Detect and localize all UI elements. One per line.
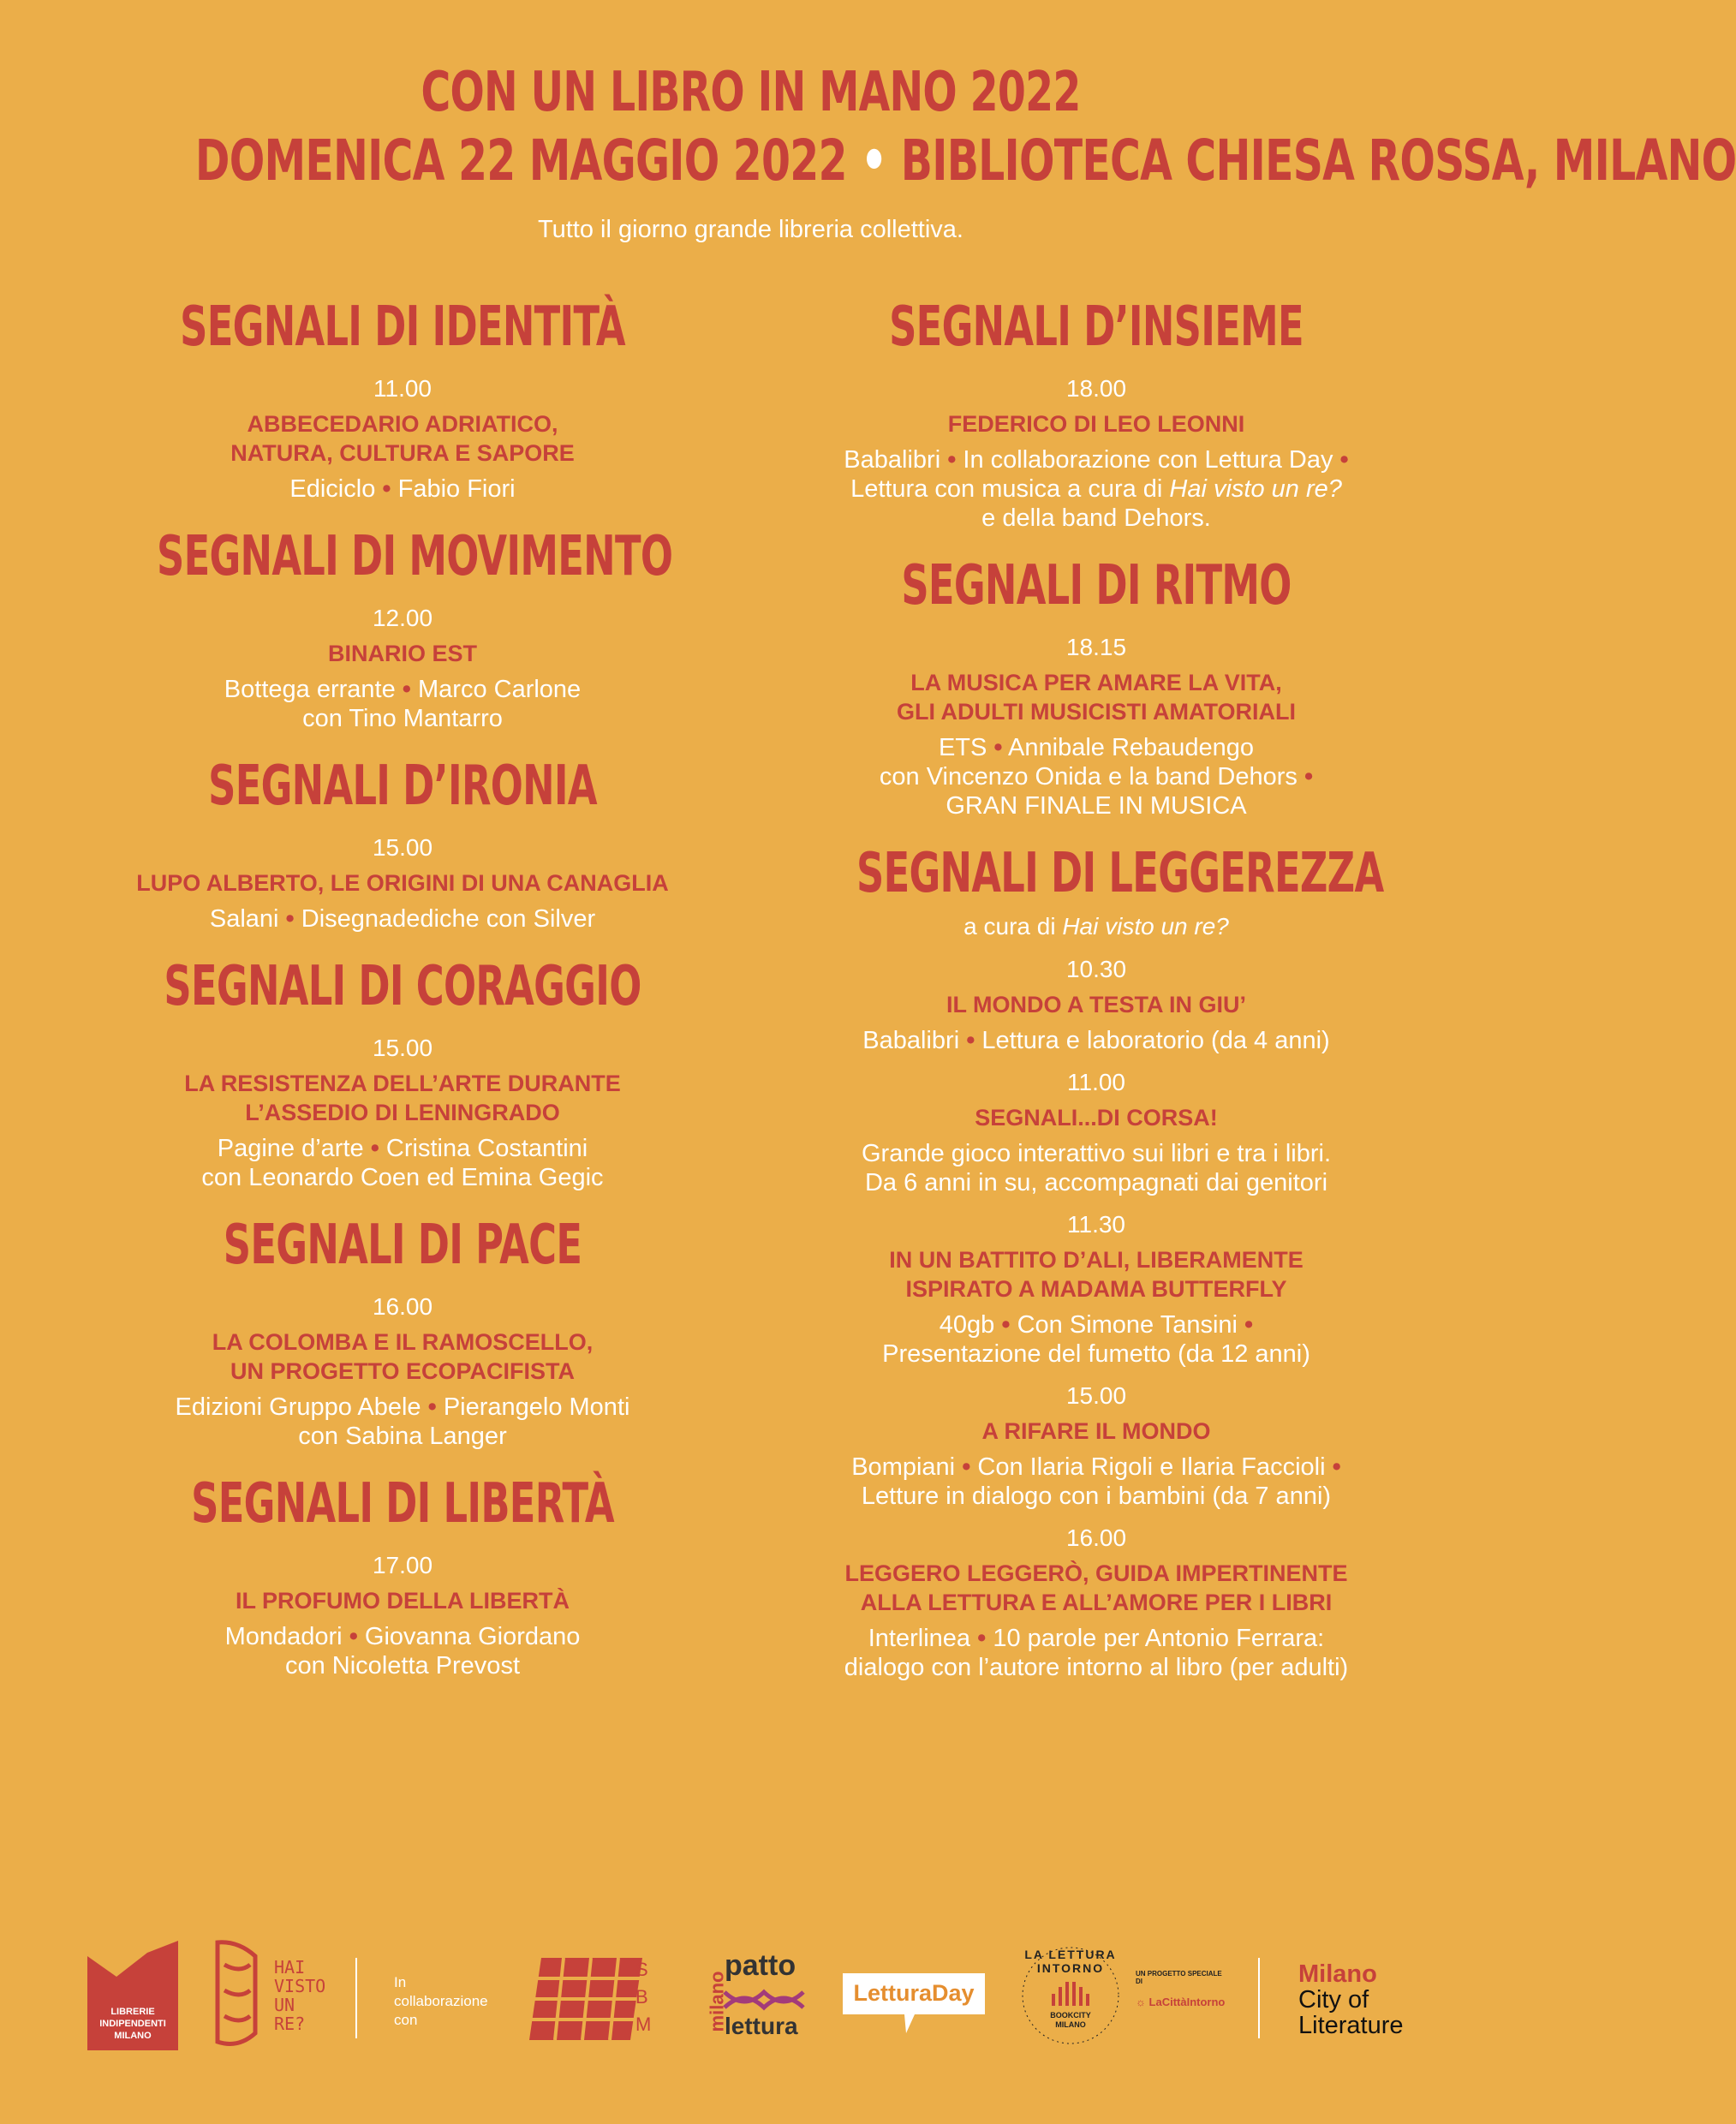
section-title: SEGNALI D’IRONIA xyxy=(208,755,597,818)
author: Cristina Costantini xyxy=(385,1135,588,1162)
section-pace xyxy=(51,1211,754,1451)
bullet-dot: • xyxy=(427,1393,437,1421)
event-desc xyxy=(754,1139,1439,1197)
event-item xyxy=(754,954,1439,1055)
event-desc xyxy=(754,445,1439,533)
desc-text: Letture in dialogo con i bambini (da 7 anni) xyxy=(861,1483,1332,1510)
event-name-line: LA MUSICA PER AMARE LA VITA, xyxy=(910,670,1282,695)
event-date: DOMENICA 22 MAGGIO 2022 xyxy=(194,128,847,194)
bullet-dot: • xyxy=(1339,446,1349,474)
event-name-line: GLI ADULTI MUSICISTI AMATORIALI xyxy=(897,699,1296,725)
event-time: 10.30 xyxy=(1065,956,1127,982)
section-title: SEGNALI DI PACE xyxy=(223,1214,582,1277)
bullet-dot: • xyxy=(1244,1311,1254,1339)
event-time: 18.00 xyxy=(1065,375,1127,402)
event-title: CON UN LIBRO IN MANO 2022 xyxy=(421,61,1081,124)
section-title: SEGNALI DI IDENTITÀ xyxy=(180,295,625,359)
publisher: Bottega errante xyxy=(224,676,396,703)
event-time: 11.00 xyxy=(373,375,432,402)
publisher: Babalibri xyxy=(862,1027,960,1054)
desc-text: Grande gioco interattivo sui libri e tra i libri. xyxy=(861,1140,1331,1167)
desc-text: Presentazione del fumetto (da 12 anni) xyxy=(882,1340,1310,1368)
section-insieme xyxy=(754,293,1439,533)
section-leggerezza xyxy=(754,839,1439,1682)
event-item xyxy=(754,1067,1439,1197)
event-time: 15.00 xyxy=(372,834,433,861)
author: Giovanna Giordano xyxy=(364,1623,581,1650)
milano-city-of-literature-logo: Milano City of Literature xyxy=(1298,1960,1404,2039)
la-citta-intorno-logo: UN PROGETTO SPECIALE DI ☼ LaCittàIntorno xyxy=(1136,1970,1226,2008)
publisher: Bompiani xyxy=(851,1453,956,1481)
event-time: 17.00 xyxy=(372,1552,433,1578)
author: Annibale Rebaudengo xyxy=(1008,734,1255,761)
event-name-line: LA COLOMBA E IL RAMOSCELLO, xyxy=(212,1329,594,1355)
guest: con Tino Mantarro xyxy=(302,705,503,732)
event-item xyxy=(754,1381,1439,1511)
guest: con Nicoletta Prevost xyxy=(284,1652,520,1680)
event-name-line: ABBECEDARIO ADRIATICO, xyxy=(247,411,558,437)
section-title: SEGNALI D’INSIEME xyxy=(889,295,1303,359)
section-ironia xyxy=(51,752,754,934)
publisher: Interlinea xyxy=(868,1625,971,1652)
la-lettura-intorno-logo: LA LETTURA INTORNO BOOKCITY MILANO xyxy=(1019,1944,1122,2047)
bullet-dot: • xyxy=(285,905,295,933)
event-name-line: NATURA, CULTURA E SAPORE xyxy=(230,440,575,466)
sbm-logo: S B M xyxy=(529,1958,666,2040)
event-name: FEDERICO DI LEO LEONNI xyxy=(947,411,1245,437)
event-desc xyxy=(754,1310,1439,1369)
event-name: LUPO ALBERTO, LE ORIGINI DI UNA CANAGLIA xyxy=(136,870,669,896)
event-item xyxy=(754,1209,1439,1369)
desc-text: Lettura con musica a cura di xyxy=(850,475,1170,503)
bullet-dot: • xyxy=(370,1135,379,1162)
event-time: 18.15 xyxy=(1065,634,1127,660)
event-name: LEGGERO LEGGERÒ, GUIDA IMPERTINENTE ALLA LETTURA E ALL’AMORE PER I LIBRI xyxy=(844,1560,1348,1615)
divider xyxy=(355,1958,357,2038)
author: Pierangelo Monti xyxy=(443,1393,630,1421)
guest: con Vincenzo Onida e la band Dehors xyxy=(879,763,1298,791)
bullet-dot: • xyxy=(966,1027,975,1054)
right-column xyxy=(754,293,1439,1701)
section-title: SEGNALI DI CORAGGIO xyxy=(164,955,641,1018)
event-name-line: LA RESISTENZA DELL’ARTE DURANTE xyxy=(184,1071,621,1096)
event-item xyxy=(754,1523,1439,1682)
intro-text: Tutto il giorno grande libreria collettiva. xyxy=(537,216,963,243)
event-desc xyxy=(754,1026,1439,1055)
event-desc xyxy=(754,1624,1439,1682)
section-movimento xyxy=(51,522,754,733)
event-time: 15.00 xyxy=(1065,1382,1127,1409)
author: Marco Carlone xyxy=(418,676,582,703)
bullet-dot: • xyxy=(1001,1311,1011,1339)
event-desc xyxy=(51,904,754,934)
publisher: Babalibri xyxy=(844,446,941,474)
publisher: ETS xyxy=(938,734,987,761)
event-name xyxy=(51,409,754,468)
left-column xyxy=(51,293,754,1699)
bullet-dot: • xyxy=(993,734,1003,761)
librerie-indipendenti-logo: LIBRERIE INDIPENDENTI MILANO xyxy=(87,1941,178,2050)
event-name: IN UN BATTITO D’ALI, LIBERAMENTE ISPIRATO A MADAMA BUTTERFLY xyxy=(889,1247,1303,1302)
author: Fabio Fiori xyxy=(397,475,516,503)
publisher: Mondadori xyxy=(224,1623,343,1650)
author: Con Ilaria Rigoli e Ilaria Faccioli xyxy=(977,1453,1326,1481)
bullet-dot: • xyxy=(1303,763,1314,791)
event-desc xyxy=(51,1622,754,1680)
desc-text: Lettura e laboratorio (da 4 anni) xyxy=(981,1027,1330,1054)
event-name xyxy=(51,1328,754,1386)
event-name: A RIFARE IL MONDO xyxy=(981,1418,1211,1444)
event-time: 11.30 xyxy=(1067,1211,1125,1238)
event-desc xyxy=(51,474,754,504)
section-identita xyxy=(51,293,754,504)
author: Con Simone Tansini xyxy=(1017,1311,1238,1339)
desc-text: e della band Dehors. xyxy=(981,504,1211,532)
bullet-dot: • xyxy=(1332,1453,1341,1481)
section-note: a cura di Hai visto un re? xyxy=(963,913,1229,940)
bullet-dot: • xyxy=(977,1625,987,1652)
event-venue: BIBLIOTECA CHIESA ROSSA, MILANO xyxy=(900,128,1736,194)
publisher: Pagine d’arte xyxy=(217,1135,364,1162)
event-name-line: L’ASSEDIO DI LENINGRADO xyxy=(245,1100,560,1125)
sun-icon: ☼ xyxy=(1136,1996,1146,2008)
bullet-dot: • xyxy=(382,475,391,503)
desc-text: dialogo con l’autore intorno al libro (per adulti) xyxy=(844,1654,1349,1681)
event-time: 12.00 xyxy=(372,605,433,631)
section-title: SEGNALI DI LIBERTÀ xyxy=(191,1472,614,1536)
collab-label: In collaborazione con xyxy=(394,1974,488,2028)
bullet-dot: • xyxy=(947,446,957,474)
patto-lettura-logo: milano patto lettura xyxy=(702,1954,805,2049)
section-title: SEGNALI DI LEGGEREZZA xyxy=(856,842,1384,905)
hai-visto-un-re-logo: HAI VISTO UN RE? xyxy=(212,1939,324,2052)
publisher: Salani xyxy=(209,905,279,933)
desc-text: 10 parole per Antonio Ferrara: xyxy=(993,1625,1325,1652)
event-desc xyxy=(51,1134,754,1192)
letturaday-logo: LetturaDay xyxy=(843,1973,985,2035)
divider xyxy=(1258,1958,1260,2038)
event-name: IL MONDO A TESTA IN GIU’ xyxy=(946,992,1246,1017)
author: Disegnadediche con Silver xyxy=(301,905,596,933)
publisher: Ediciclo xyxy=(289,475,376,503)
event-name: BINARIO EST xyxy=(327,641,477,666)
event-name-line: UN PROGETTO ECOPACIFISTA xyxy=(230,1358,576,1384)
event-name xyxy=(51,1069,754,1127)
desc-text: Da 6 anni in su, accompagnati dai genitori xyxy=(864,1169,1328,1196)
bullet-dot: • xyxy=(349,1623,358,1650)
partner-logos xyxy=(0,1936,1501,2055)
publisher: 40gb xyxy=(939,1311,995,1339)
desc-text: GRAN FINALE IN MUSICA xyxy=(946,792,1247,820)
event-time: 11.00 xyxy=(1067,1069,1125,1095)
section-coraggio xyxy=(51,952,754,1192)
section-liberta xyxy=(51,1470,754,1680)
collab-note: In collaborazione con Lettura Day xyxy=(963,446,1333,474)
event-name: IL PROFUMO DELLA LIBERTÀ xyxy=(236,1588,570,1614)
event-desc xyxy=(754,1453,1439,1511)
bullet-dot: • xyxy=(962,1453,971,1481)
event-date-venue xyxy=(194,127,1736,195)
bullet-dot: • xyxy=(402,676,411,703)
event-time: 16.00 xyxy=(1065,1524,1127,1551)
event-time: 16.00 xyxy=(372,1293,433,1320)
event-name: SEGNALI...DI CORSA! xyxy=(975,1105,1218,1131)
event-time: 15.00 xyxy=(372,1035,433,1061)
event-desc xyxy=(754,733,1439,820)
section-title: SEGNALI DI MOVIMENTO xyxy=(157,525,673,588)
event-name xyxy=(754,668,1439,726)
publisher: Edizioni Gruppo Abele xyxy=(175,1393,421,1421)
guest: con Sabina Langer xyxy=(298,1423,507,1450)
event-desc xyxy=(51,675,754,733)
section-ritmo xyxy=(754,552,1439,820)
desc-italic: Hai visto un re? xyxy=(1169,475,1342,503)
event-desc xyxy=(51,1393,754,1451)
separator-dot: • xyxy=(861,128,887,194)
poster-header xyxy=(0,58,1736,195)
guest: con Leonardo Coen ed Emina Gegic xyxy=(201,1164,604,1191)
section-title: SEGNALI DI RITMO xyxy=(901,554,1292,618)
